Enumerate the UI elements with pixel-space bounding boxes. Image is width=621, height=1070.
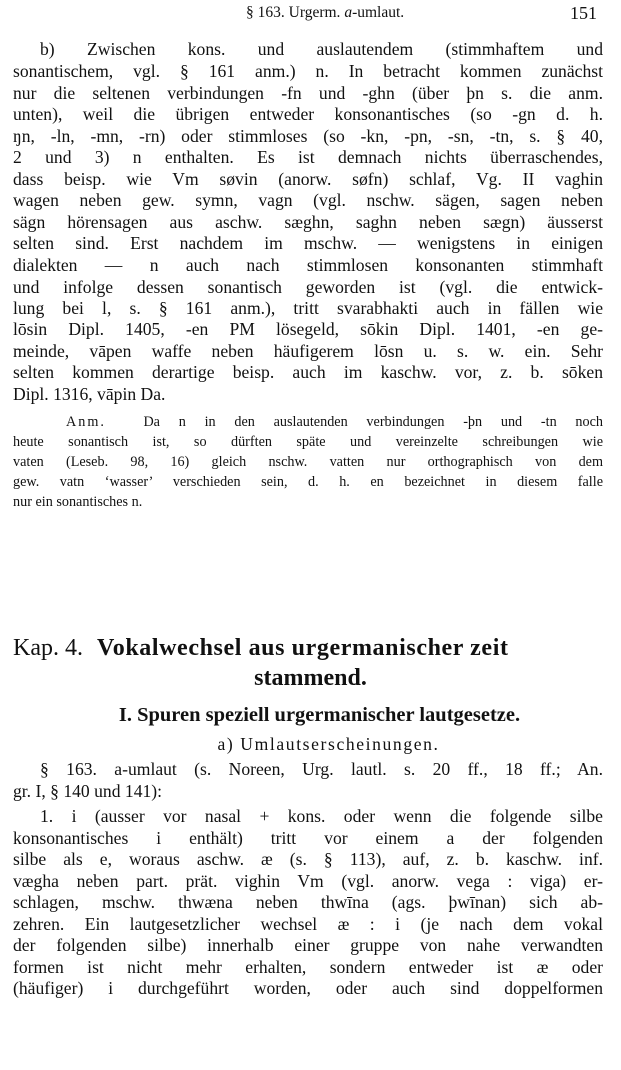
text-line: schlagen, mschw. thwæna neben thwīna (ags. þwīnan) sich ab- [13, 892, 603, 912]
note-text: Da n in den auslautenden verbindungen -þn und -tn noch [143, 414, 603, 430]
text-line: silbe als e, woraus aschw. æ (s. § 113), auf, z. b. kaschw. inf. [13, 849, 603, 869]
note-line: gew. vatn ‘wasser’ verschieden sein, d. h. en bezeichnet in diesem falle [13, 474, 603, 490]
header-italic: a [344, 4, 353, 21]
text-line: der folgenden silbe) innerhalb einer gruppe von nahe verwandten [13, 935, 603, 955]
header-suffix: -umlaut. [352, 4, 405, 21]
page-number: 151 [570, 3, 597, 23]
text-line: sägn hörensagen aus aschw. sæghn, saghn neben sægn) äusserst [13, 212, 603, 232]
section-heading: I. Spuren speziell urgermanischer lautgesetze. [118, 704, 521, 726]
text-line: b) Zwischen kons. und auslautendem (stimmhaftem und [40, 39, 603, 59]
note-line: vaten (Leseb. 98, 16) gleich nschw. vatten nur orthographisch von dem [13, 454, 603, 470]
text-line: lung bei l, s. § 161 anm.), tritt svarabhakti auch in fällen wie [13, 298, 603, 318]
header-section: § 163. Urgerm. [246, 4, 345, 21]
text-line: meinde, vāpen waffe neben häufigerem lōsn u. s. w. ein. Sehr [13, 341, 603, 361]
text-line: sonantischem, vgl. § 161 anm.) n. In betracht kommen zunächst [13, 61, 603, 81]
text-line: (häufiger) i durchgeführt worden, oder auch sind doppelformen [13, 978, 603, 998]
text-line: und infolge dessen sonantisch geworden ist (vgl. die entwick- [13, 277, 603, 297]
text-line: unten), weil die übrigen entweder konsonantisches (so -gn d. h. [13, 104, 603, 124]
text-line: § 163. a-umlaut (s. Noreen, Urg. lautl. s. 20 ff., 18 ff.; An. [40, 759, 603, 779]
text-line: 1. i (ausser vor nasal + kons. oder wenn die folgende silbe [40, 806, 603, 826]
note-line [66, 412, 603, 432]
text-line: selten kommen derartige beisp. auch im kaschw. vor, z. b. sōken [13, 362, 603, 382]
text-line: Dipl. 1316, vāpin Da. [13, 384, 166, 404]
chapter-title: Vokalwechsel aus urgermanischer zeit [96, 635, 509, 661]
text-line: zehren. Ein lautgesetzlicher wechsel æ : i (je nach dem vokal [13, 914, 603, 934]
running-header [246, 4, 404, 22]
text-line: formen ist nicht mehr erhalten, sondern entweder ist æ oder [13, 957, 603, 977]
text-line: wagen neben gew. symn, vagn (vgl. nschw. sägen, sagen neben [13, 190, 603, 210]
text-line: selten sind. Erst nachdem im mschw. — wenigstens in einigen [13, 233, 603, 253]
text-line: lōsin Dipl. 1405, -en PM lösegeld, sōkin Dipl. 1401, -en ge- [13, 319, 603, 339]
note-line: nur ein sonantisches n. [13, 494, 143, 510]
text-line: konsonantisches i enthält) tritt vor einem a der folgenden [13, 828, 603, 848]
chapter-title-continued: stammend. [254, 665, 367, 691]
note-line: heute sonantisch ist, so dürften späte und vereinzelte schreibungen wie [13, 434, 603, 450]
chapter-label: Kap. 4. [13, 635, 83, 661]
subsection-heading: a) Umlautserscheinungen. [217, 734, 440, 754]
text-line: dialekten — n auch nach stimmlosen konsonanten stimmhaft [13, 255, 603, 275]
chapter-heading [13, 635, 603, 662]
text-line: vægha neben part. prät. vighin Vm (vgl. anorw. vega : viga) er- [13, 871, 603, 891]
text-line: ŋn, -ln, -mn, -rn) oder stimmloses (so -kn, -pn, -sn, -tn, s. § 40, [13, 126, 603, 146]
text-line: 2 und 3) n enthalten. Es ist demnach nichts überraschendes, [13, 147, 603, 167]
text-line: nur die seltenen verbindungen -fn und -ghn (über þn s. die anm. [13, 83, 603, 103]
note-label: Anm. [66, 414, 106, 430]
text-line: gr. I, § 140 und 141): [13, 781, 163, 801]
text-line: dass beisp. wie Vm søvin (anorw. søfn) schlaf, Vg. II vaghin [13, 169, 603, 189]
